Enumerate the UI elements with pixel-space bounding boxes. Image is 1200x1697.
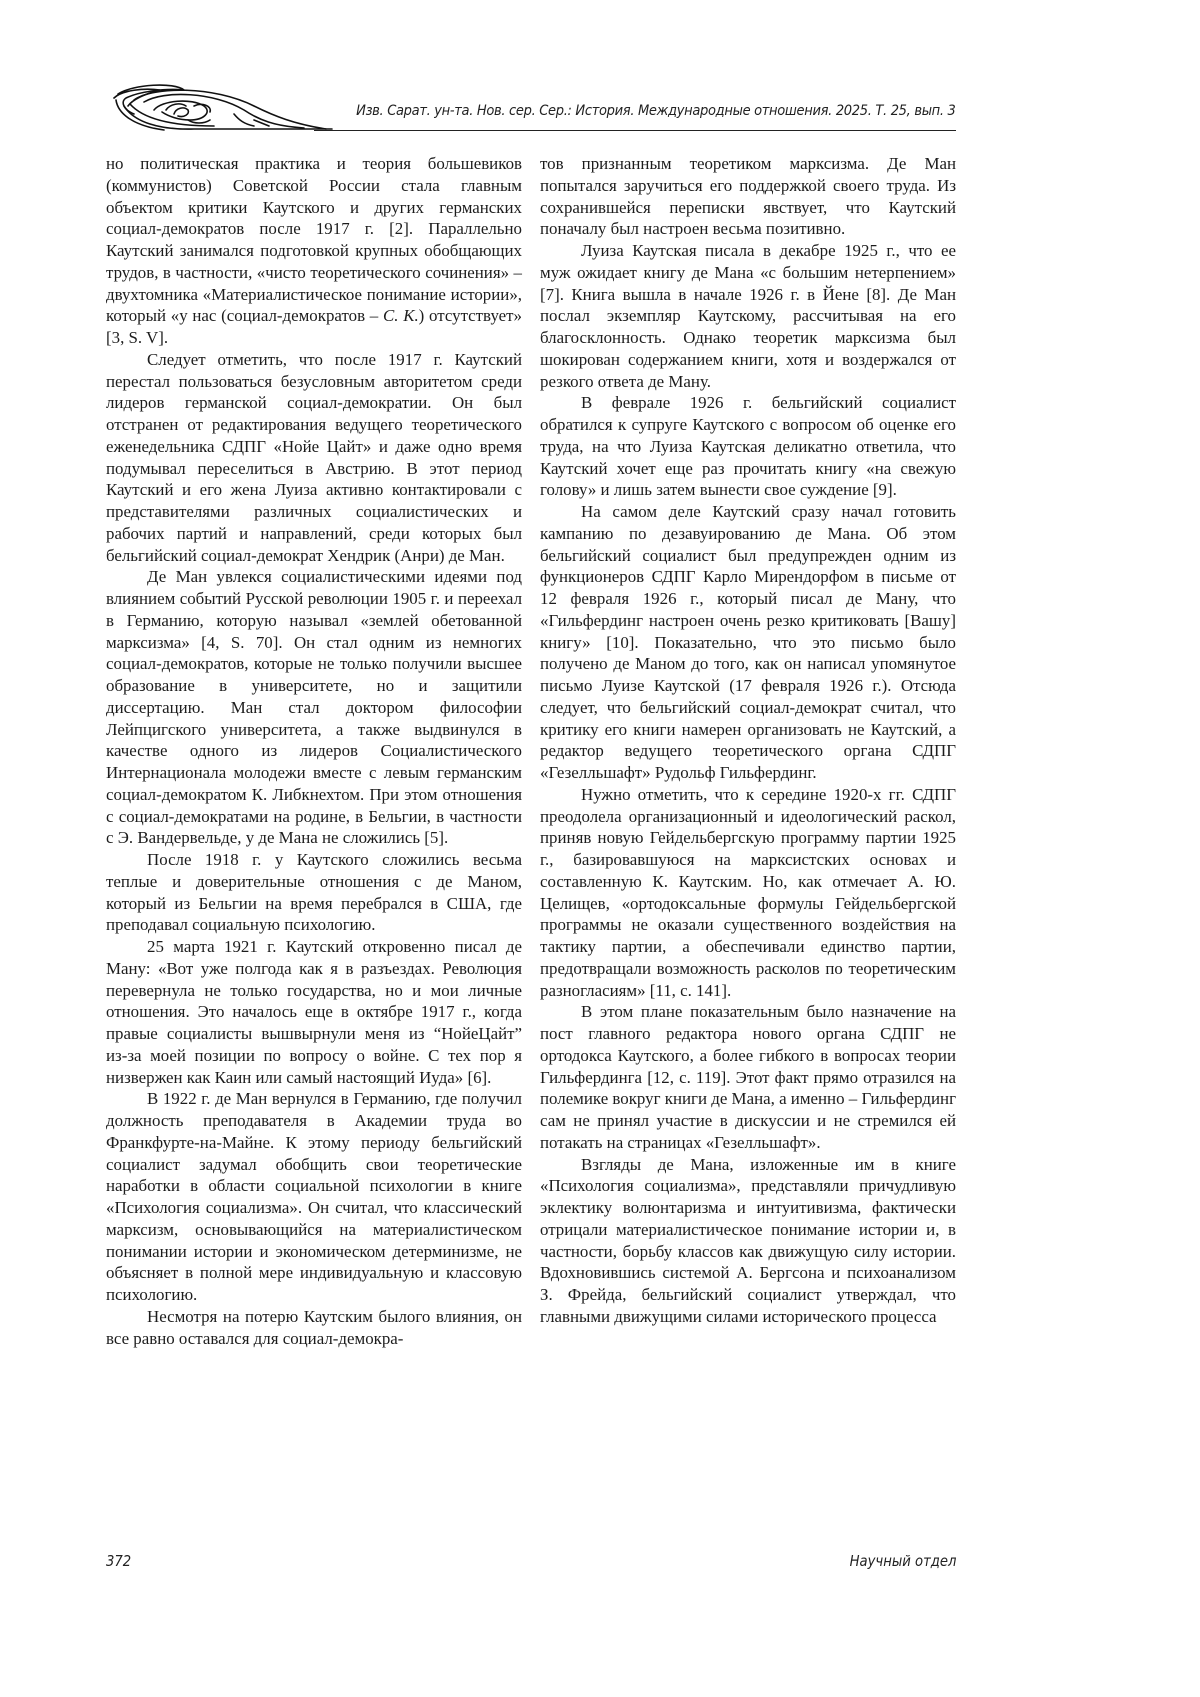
paragraph: Нужно отметить, что к середине 1920-х гг. СДПГ преодолела организационный и идеологический раскол, приняв новую Гейдельбергскую программу партии 1925 г., базировавшуюся на марксистских основах и составленную К. Каутским. Но, как отмечает А. Ю. Целищев, «ортодоксальные формулы Гейдельбергской программы не оказали существенного воздействия на тактику партии, а обеспечивали единство партии, предотвращали возможность расколов по теоретическим разногласиям» [11, с. 141].	[540, 784, 956, 1000]
paragraph: Луиза Каутская писала в декабре 1925 г., что ее муж ожидает книгу де Мана «с большим нетерпением» [7]. Книга вышла в начале 1926 г. в Йене [8]. Де Ман послал экземпляр Каутскому, рассчитывая на его благосклонность. Однако теоретик марксизма был шокирован содержанием книги, хотя и воздержался от резкого ответа де Ману.	[540, 241, 956, 391]
paragraph: 25 марта 1921 г. Каутский откровенно писал де Ману: «Вот уже полгода как я в разъездах. Революция перевернула не только государства, но и мои личные отношения. Это началось еще в октябре 1917 г., когда правые социалисты вышвырнули меня из “НойеЦайт” из-за моей позиции по вопросу о войне. С тех пор я низвержен как Каин или самый настоящий Иуда» [6].	[106, 937, 522, 1087]
right-column	[540, 153, 956, 1328]
page-number: 372	[106, 1552, 132, 1570]
paragraph: В феврале 1926 г. бельгийский социалист обратился к супруге Каутского с вопросом об оценке его труда, на что Луиза Каутская деликатно ответила, что Каутский хочет еще раз прочитать книгу «на свежую голову» и лишь затем вынести свое суждение [9].	[540, 393, 956, 500]
running-header	[104, 80, 956, 132]
paragraph-text: но политическая практика и теория большевиков (коммунистов) Советской России стала главным объектом критики Каутского и других германских социал-демократов после 1917 г. [2]. Параллельно Каутский занимался подготовкой крупных обобщающих трудов, в частности, «чисто теоретического сочинения» – двухтомника «Материалистическое понимание истории», который «у нас (социал-демократов –	[106, 154, 522, 326]
page-footer	[106, 1552, 956, 1576]
header-rule	[314, 130, 956, 131]
paragraph: В 1922 г. де Ман вернулся в Германию, где получил должность преподавателя в Академии труда во Франкфурте-на-Майне. К этому периоду бельгийский социалист задумал обобщить свои теоретические наработки в области социальной психологии в книге «Психология социализма». Он считал, что классический марксизм, основывающийся на материалистическом понимании истории и экономическом детерминизме, не объясняет в полной мере индивидуальную и классовую психологию.	[106, 1089, 522, 1304]
left-column	[106, 153, 522, 1349]
paragraph: На самом деле Каутский сразу начал готовить кампанию по дезавуированию де Мана. Об этом бельгийский социалист был предупрежден одним из функционеров СДПГ Карло Мирендорфом в письме от 12 февраля 1926 г., который писал де Ману, что «Гильфердинг настроен очень резко критиковать [Вашу] книгу» [10]. Показательно, что это письмо было получено де Маном до того, как он написал упомянутое письмо Луизе Каутской (17 февраля 1926 г.). Отсюда следует, что бельгийский социал-демократ считал, что критику его книги намерен организовать не Каутский, а редактор ведущего теоретического органа СДПГ «Гезелльшафт» Рудольф Гильфердинг.	[540, 502, 956, 782]
art-nouveau-ornament-icon	[104, 80, 334, 132]
author-initials: С. К.	[382, 306, 419, 326]
journal-running-title: Изв. Сарат. ун-та. Нов. сер. Сер.: История. Международные отношения. 2025. Т. 25, вып. 3	[356, 103, 956, 119]
paragraph: Следует отметить, что после 1917 г. Каутский перестал пользоваться безусловным авторитетом среди лидеров германской социал-демократии. Он был отстранен от редактирования ведущего теоретического еженедельника СДПГ «Нойе Цайт» и даже одно время подумывал переселиться в Австрию. В этот период Каутский и его жена Луиза активно контактировали с представителями различных социалистических и рабочих партий и направлений, среди которых был бельгийский социал-демократ Хендрик (Анри) де Ман.	[106, 349, 522, 565]
paragraph: Несмотря на потерю Каутским былого влияния, он все равно оставался для социал-демокра-	[106, 1306, 522, 1348]
paragraph-text: ) отсутствует» [3, S. V].	[106, 306, 522, 347]
section-name: Научный отдел	[849, 1552, 956, 1570]
paragraph: Де Ман увлекся социалистическими идеями под влиянием событий Русской революции 1905 г. и переехал в Германию, которую называл «землей обетованной марксизма» [4, S. 70]. Он стал одним из немногих социал-демократов, которые не только получили высшее образование в университете, но и защитили диссертацию. Ман стал доктором философии Лейпцигского университета, а также выдвинулся в качестве одного из лидеров Социалистического Интернационала молодежи вместе с левым германским социал-демократом К. Либкнехтом. При этом отношения с социал-демократами на родине, в Бельгии, в частности с Э. Вандервельде, у де Мана не сложились [5].	[106, 567, 522, 848]
paragraph: После 1918 г. у Каутского сложились весьма теплые и доверительные отношения с де Маном, который из Бельгии на время перебрался в США, где преподавал социальную психологию.	[106, 850, 522, 935]
paragraph: В этом плане показательным было назначение на пост главного редактора нового органа СДПГ не ортодокса Каутского, а более гибкого в вопросах теории Гильфердинга [12, с. 119]. Этот факт прямо отразился на полемике вокруг книги де Мана, а именно – Гильфердинг сам не принял участие в дискуссии и не стремился ей потакать на страницах «Гезелльшафт».	[540, 1002, 956, 1152]
paragraph: Взгляды де Мана, изложенные им в книге «Психология социализма», представляли причудливую эклектику волюнтаризма и интуитивизма, фактически отрицали материалистическое понимание истории и, в частности, борьбу классов как движущую силу истории. Вдохновившись системой А. Бергсона и психоанализом З. Фрейда, бельгийский социалист утверждал, что главными движущими силами исторического процесса	[540, 1154, 956, 1326]
paragraph	[106, 153, 522, 349]
paragraph: тов признанным теоретиком марксизма. Де Ман попытался заручиться его поддержкой своего труда. Из сохранившейся переписки явствует, что Каутский поначалу был настроен весьма позитивно.	[540, 154, 956, 239]
